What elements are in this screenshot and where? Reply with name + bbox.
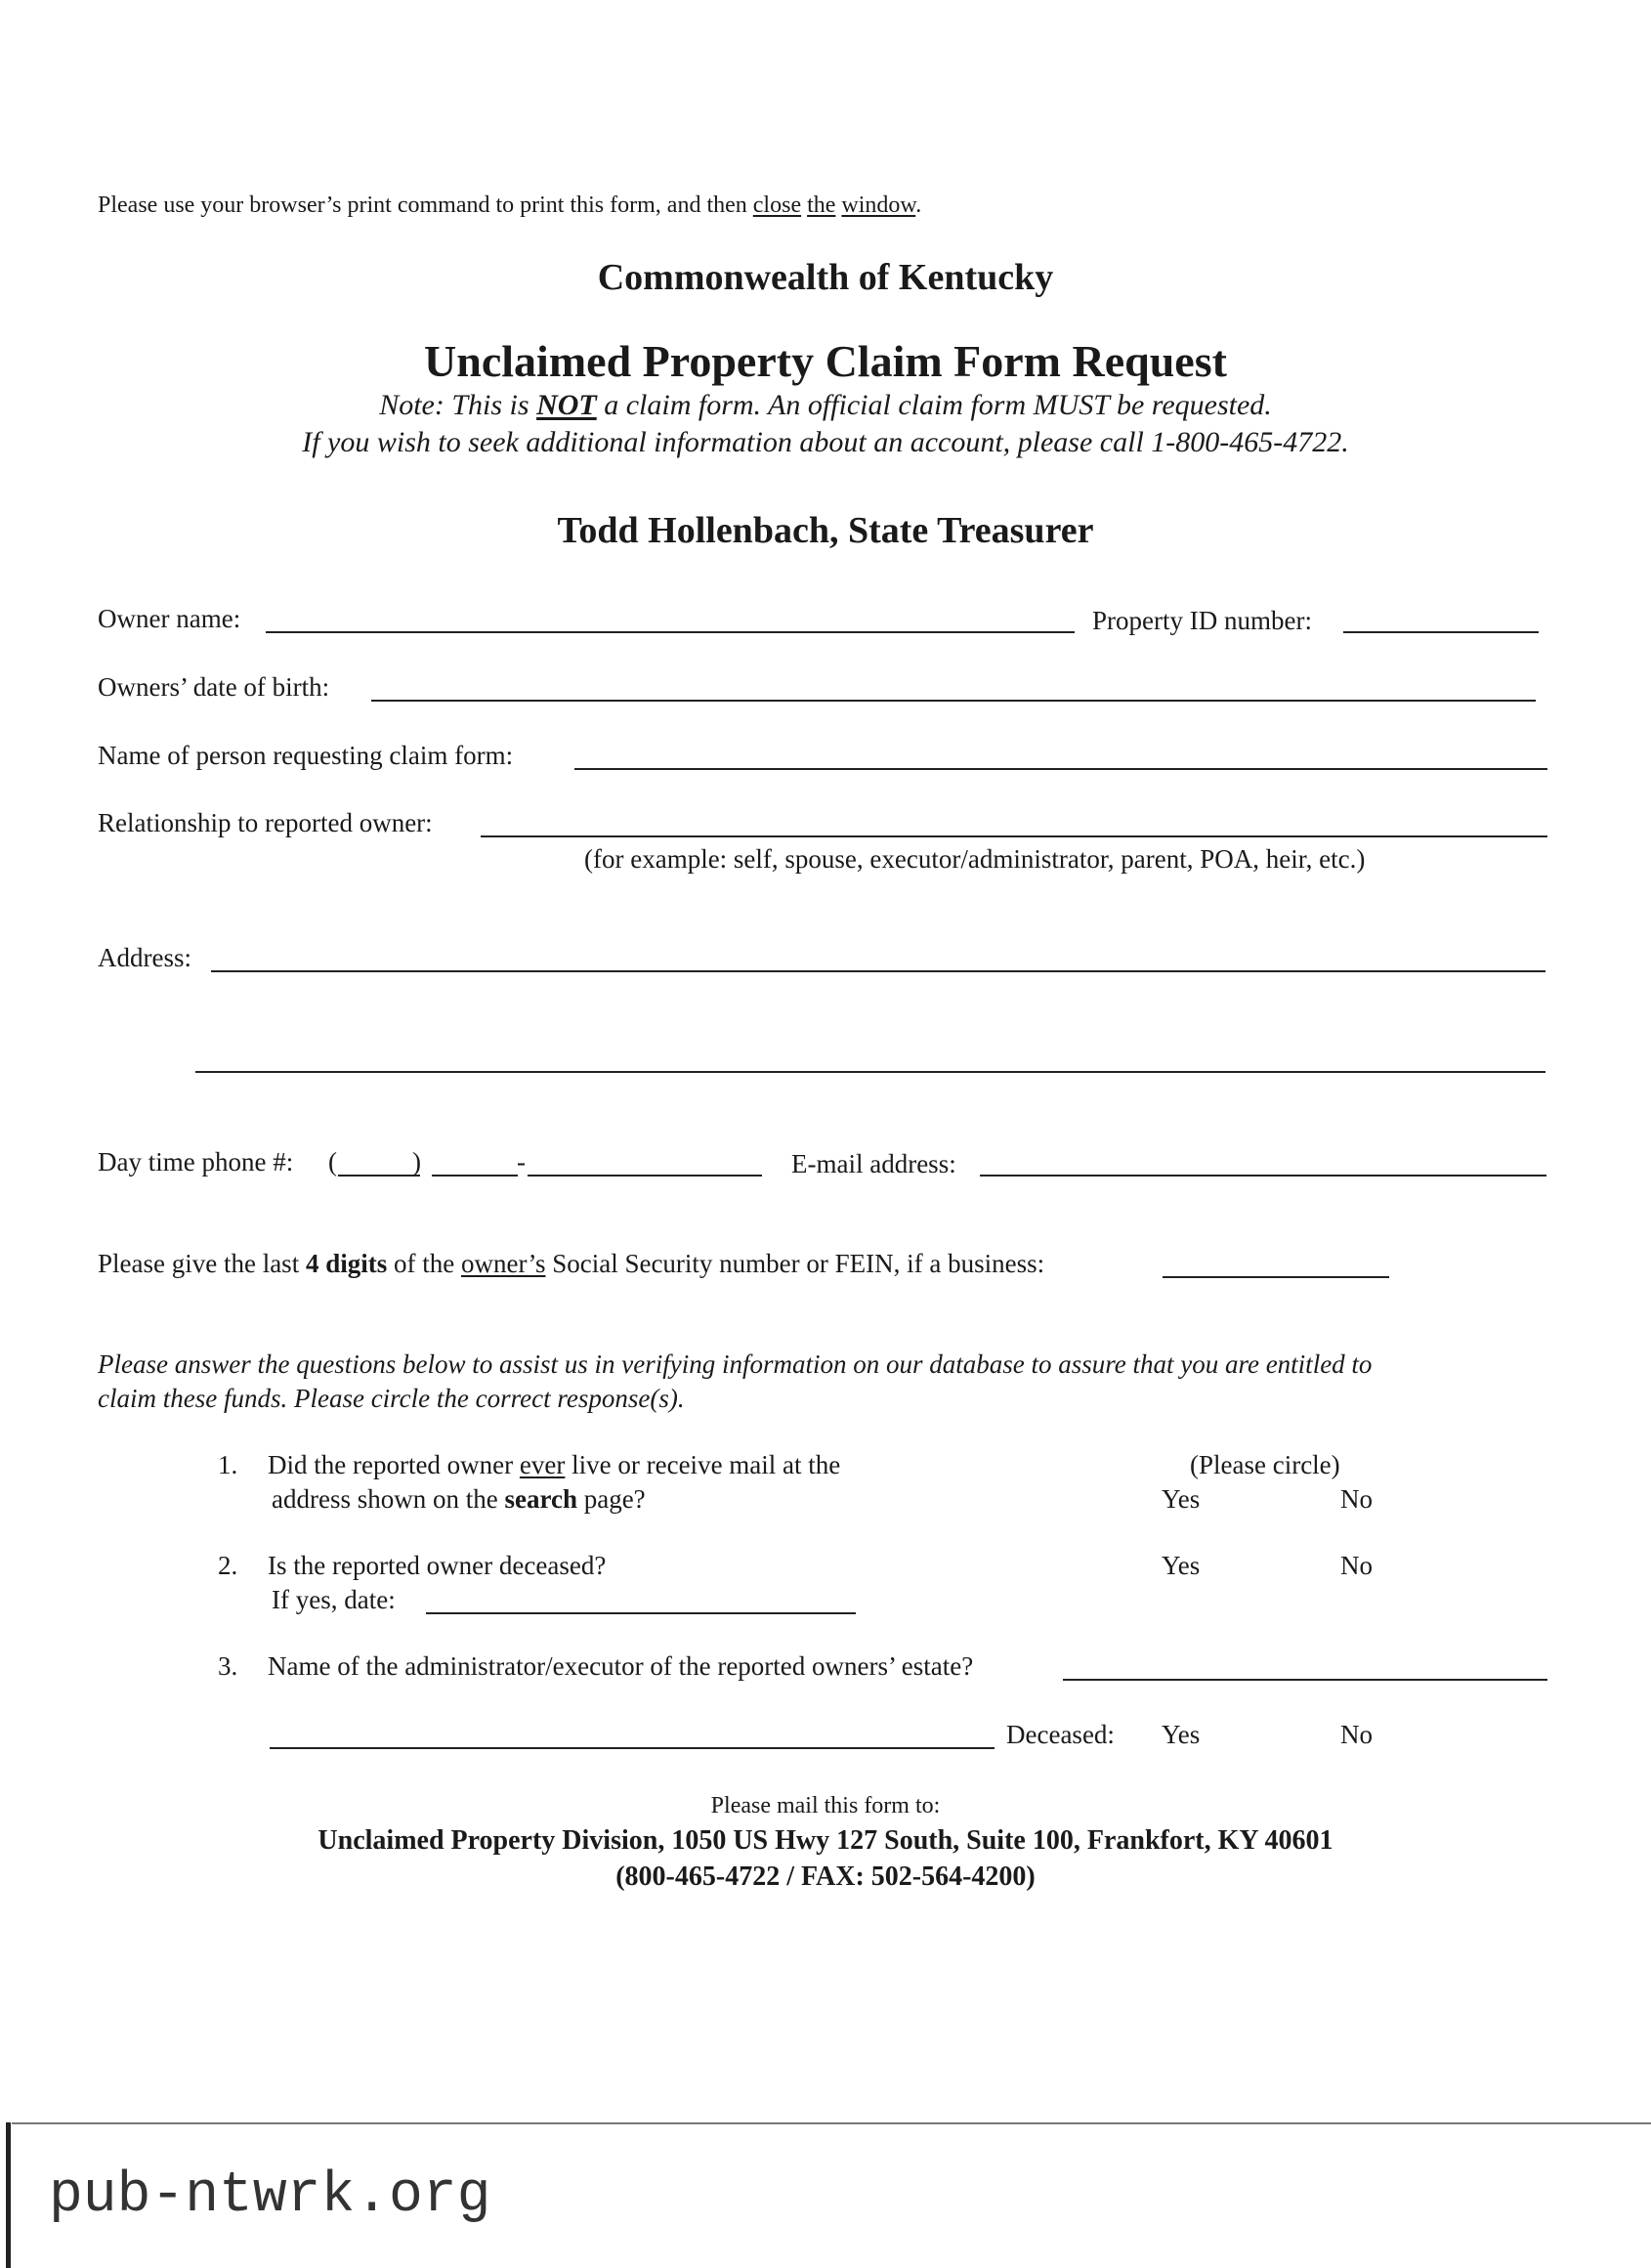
- q3-number: 3.: [218, 1651, 238, 1681]
- email-label: E-mail address:: [791, 1149, 956, 1178]
- page-title: Unclaimed Property Claim Form Request: [424, 336, 1227, 386]
- q1-line2-suffix: page?: [576, 1484, 646, 1514]
- q2-date-field[interactable]: [426, 1612, 856, 1614]
- q1-line1-suffix: live or receive mail at the: [565, 1450, 841, 1479]
- print-instructions-period: .: [915, 193, 922, 218]
- ssn-field[interactable]: [1163, 1276, 1389, 1278]
- owner-dob-label: Owners’ date of birth:: [98, 672, 330, 702]
- q3-executor-field-line2[interactable]: [270, 1747, 995, 1749]
- owner-dob-field[interactable]: [371, 700, 1536, 702]
- phone-close-paren: ): [412, 1147, 421, 1177]
- phone-area-code-field[interactable]: [338, 1175, 420, 1177]
- questions-intro-line2: claim these funds. Please circle the correct response(s).: [98, 1384, 685, 1413]
- requester-name-label: Name of person requesting claim form:: [98, 741, 514, 770]
- note-prefix: Note: This is: [379, 389, 537, 421]
- questions-intro-line1: Please answer the questions below to assist us in verifying information on our database to assure that you are entitled to: [98, 1349, 1373, 1379]
- close-link[interactable]: close: [752, 193, 802, 218]
- q1-number: 1.: [218, 1450, 238, 1479]
- ssn-suffix: Social Security number or FEIN, if a business:: [545, 1249, 1045, 1278]
- q1-line2: [272, 1486, 646, 1513]
- note-line: [0, 389, 1651, 422]
- address-field-line1[interactable]: [211, 970, 1545, 972]
- treasurer-heading: Todd Hollenbach, State Treasurer: [557, 510, 1094, 551]
- relationship-hint: (for example: self, spouse, executor/administrator, parent, POA, heir, etc.): [584, 844, 1366, 874]
- relationship-label: Relationship to reported owner:: [98, 808, 433, 837]
- requester-name-field[interactable]: [574, 768, 1547, 770]
- email-field[interactable]: [980, 1175, 1546, 1177]
- phone-prefix-field[interactable]: [432, 1175, 518, 1177]
- watermark-text: pub-ntwrk.org: [49, 2164, 491, 2228]
- print-instructions: [98, 193, 921, 217]
- q3-no-option[interactable]: No: [1340, 1720, 1373, 1749]
- q1-line1-prefix: Did the reported owner: [268, 1450, 520, 1479]
- mail-address: Unclaimed Property Division, 1050 US Hwy 127 South, Suite 100, Frankfort, KY 40601: [318, 1825, 1334, 1856]
- mail-phones: (800-465-4722 / FAX: 502-564-4200): [615, 1861, 1036, 1892]
- q3-yes-option[interactable]: Yes: [1162, 1720, 1201, 1749]
- mail-intro: Please mail this form to:: [710, 1793, 941, 1819]
- owner-name-field[interactable]: [266, 631, 1075, 633]
- address-field-line2[interactable]: [195, 1071, 1545, 1073]
- address-label: Address:: [98, 943, 191, 972]
- q1-no-option[interactable]: No: [1340, 1484, 1373, 1514]
- note-suffix: a claim form. An official claim form MUST be requested.: [596, 389, 1272, 421]
- q2-number: 2.: [218, 1551, 238, 1580]
- q2-no-option[interactable]: No: [1340, 1551, 1373, 1580]
- ssn-middle: of the: [387, 1249, 461, 1278]
- ssn-prompt: [98, 1251, 1044, 1277]
- footer-left-bar: [6, 2122, 11, 2268]
- q1-search: search: [504, 1484, 577, 1514]
- please-circle-hint: (Please circle): [1190, 1450, 1340, 1479]
- info-line: If you wish to seek additional information about an account, please call 1-800-465-4722.: [302, 426, 1349, 458]
- q2-text: Is the reported owner deceased?: [268, 1551, 607, 1580]
- phone-number-field[interactable]: [528, 1175, 762, 1177]
- phone-open-paren: (: [328, 1147, 337, 1177]
- relationship-field[interactable]: [481, 835, 1547, 837]
- q1-line1: [268, 1452, 840, 1478]
- q3-executor-field-line1[interactable]: [1063, 1679, 1547, 1681]
- q2-yes-option[interactable]: Yes: [1162, 1551, 1201, 1580]
- q1-yes-option[interactable]: Yes: [1162, 1484, 1201, 1514]
- commonwealth-heading: Commonwealth of Kentucky: [597, 257, 1054, 298]
- q3-text: Name of the administrator/executor of the reported owners’ estate?: [268, 1651, 974, 1681]
- q3-deceased-label: Deceased:: [1006, 1720, 1115, 1749]
- property-id-label: Property ID number:: [1092, 606, 1312, 635]
- the-link[interactable]: the: [807, 193, 836, 218]
- q2-date-label: If yes, date:: [272, 1585, 396, 1614]
- phone-label: Day time phone #:: [98, 1147, 294, 1177]
- ssn-bold: 4 digits: [305, 1249, 388, 1278]
- property-id-field[interactable]: [1343, 631, 1539, 633]
- window-link[interactable]: window: [841, 193, 916, 218]
- phone-dash: -: [517, 1147, 526, 1177]
- q1-ever: ever: [519, 1450, 566, 1479]
- print-instructions-text: Please use your browser’s print command to print this form, and then: [98, 193, 753, 218]
- owner-name-label: Owner name:: [98, 604, 241, 633]
- ssn-prefix: Please give the last: [98, 1249, 306, 1278]
- note-not: NOT: [536, 389, 597, 421]
- ssn-owners: owner’s: [460, 1249, 546, 1278]
- q1-line2-prefix: address shown on the: [272, 1484, 505, 1514]
- footer-divider: [12, 2122, 1651, 2124]
